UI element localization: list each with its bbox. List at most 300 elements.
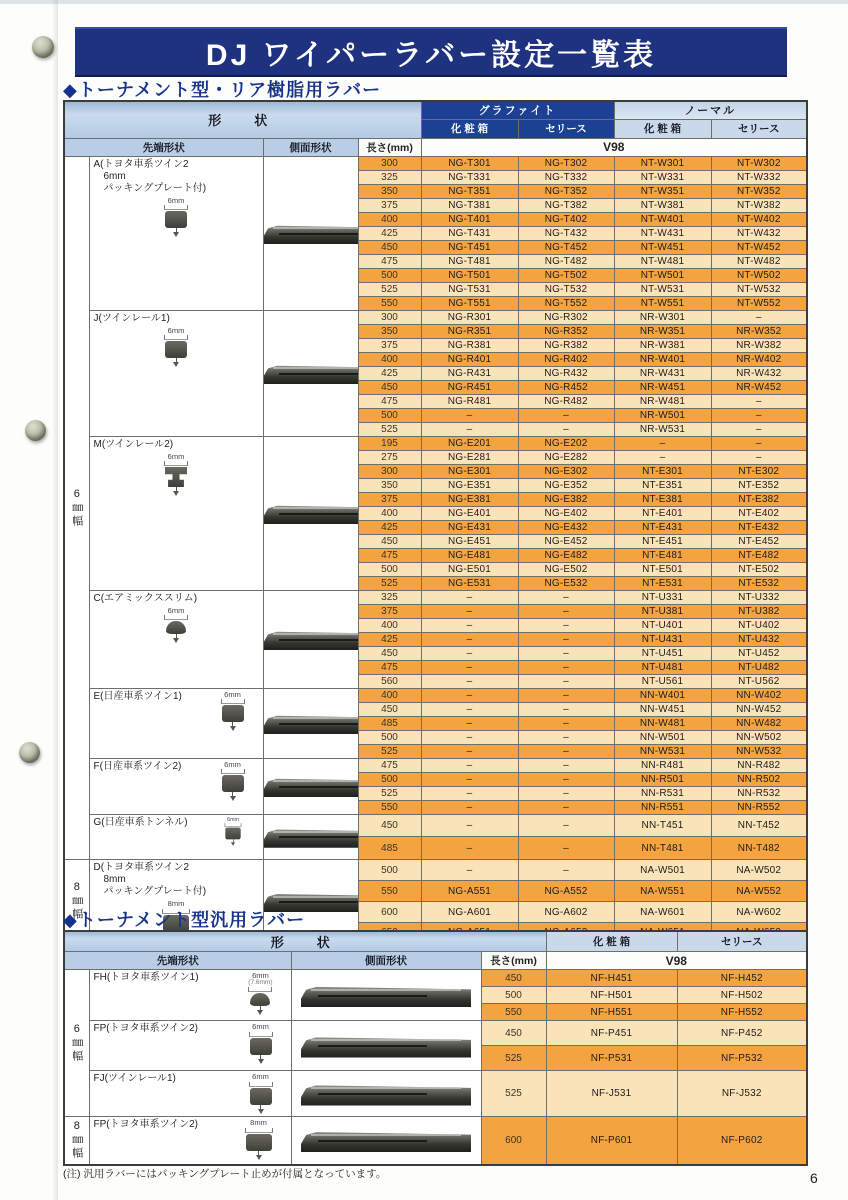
part-number-cell: NG-T451 bbox=[421, 240, 518, 254]
part-number-cell: NG-T381 bbox=[421, 198, 518, 212]
length-cell: 350 bbox=[358, 324, 421, 338]
part-number-cell: NA-W502 bbox=[711, 860, 807, 881]
part-number-cell: NG-E281 bbox=[421, 450, 518, 464]
part-number-cell: – bbox=[518, 786, 614, 800]
binder-hole-icon bbox=[25, 420, 46, 441]
header-side-shape: 側面形状 bbox=[291, 952, 481, 970]
down-arrow-icon bbox=[258, 1109, 264, 1114]
length-cell: 500 bbox=[358, 562, 421, 576]
length-cell: 500 bbox=[358, 408, 421, 422]
group-label: FJ(ツインレール1) bbox=[93, 1073, 176, 1084]
rubber-profile-icon bbox=[165, 467, 187, 487]
part-number-cell: NN-T481 bbox=[614, 837, 711, 860]
rubber-profile-icon bbox=[250, 993, 270, 1006]
side-profile-photo bbox=[264, 628, 359, 650]
length-cell: 450 bbox=[358, 534, 421, 548]
length-cell: 550 bbox=[358, 800, 421, 814]
part-number-cell: NG-R451 bbox=[421, 380, 518, 394]
length-cell: 375 bbox=[358, 198, 421, 212]
part-number-cell: – bbox=[711, 436, 807, 450]
part-number-cell: NG-T302 bbox=[518, 156, 614, 170]
side-profile-photo bbox=[264, 775, 359, 797]
side-shape-cell bbox=[263, 156, 358, 310]
part-number-cell: – bbox=[518, 800, 614, 814]
side-shape-cell bbox=[263, 688, 358, 758]
part-number-cell: NT-W502 bbox=[711, 268, 807, 282]
length-cell: 450 bbox=[358, 814, 421, 837]
side-shape-cell bbox=[263, 436, 358, 590]
length-cell: 550 bbox=[358, 881, 421, 902]
part-number-cell: – bbox=[421, 860, 518, 881]
part-number-cell: – bbox=[518, 814, 614, 837]
part-number-cell: NT-E302 bbox=[711, 464, 807, 478]
part-number-cell: NG-E401 bbox=[421, 506, 518, 520]
part-number-cell: – bbox=[518, 660, 614, 674]
part-number-cell: – bbox=[421, 618, 518, 632]
part-number-cell: NN-W501 bbox=[614, 730, 711, 744]
side-shape-cell bbox=[263, 814, 358, 860]
title-banner bbox=[75, 27, 787, 77]
part-number-cell: – bbox=[518, 772, 614, 786]
part-number-cell: NG-T502 bbox=[518, 268, 614, 282]
length-cell: 450 bbox=[358, 646, 421, 660]
table-row bbox=[64, 970, 807, 987]
header-normal-box: 化 粧 箱 bbox=[614, 119, 711, 138]
part-number-cell: NG-T452 bbox=[518, 240, 614, 254]
part-number-cell: NG-R482 bbox=[518, 394, 614, 408]
size-label: 6mm bbox=[167, 605, 185, 615]
part-number-cell: NT-E502 bbox=[711, 562, 807, 576]
group-label: E(日産車系ツイン1) bbox=[93, 690, 182, 702]
part-number-cell: NR-W301 bbox=[614, 310, 711, 324]
width-band-label: 8㎜幅 bbox=[70, 881, 83, 922]
part-number-cell: NT-E381 bbox=[614, 492, 711, 506]
part-number-cell: – bbox=[421, 422, 518, 436]
length-cell: 300 bbox=[358, 310, 421, 324]
side-shape-cell bbox=[263, 590, 358, 688]
header-tip-shape: 先端形状 bbox=[64, 952, 291, 970]
part-number-cell: NG-E481 bbox=[421, 548, 518, 562]
length-cell: 195 bbox=[358, 436, 421, 450]
measure-bracket-icon bbox=[221, 769, 245, 774]
header-v98: V98 bbox=[421, 138, 807, 156]
length-cell: 400 bbox=[358, 688, 421, 702]
part-number-cell: NT-U432 bbox=[711, 632, 807, 646]
tip-shape-icon bbox=[224, 817, 241, 845]
length-cell: 525 bbox=[358, 282, 421, 296]
size-label: 6mm bbox=[226, 815, 239, 823]
part-number-cell: NT-W501 bbox=[614, 268, 711, 282]
width-band-label: 6㎜幅 bbox=[70, 1023, 83, 1063]
part-number-cell: NT-U561 bbox=[614, 674, 711, 688]
size-label: 6mm bbox=[252, 1022, 269, 1031]
part-number-cell: NG-E202 bbox=[518, 436, 614, 450]
part-number-cell: NT-W352 bbox=[711, 184, 807, 198]
side-profile-photo bbox=[264, 362, 359, 384]
tip-shape-cell bbox=[89, 310, 263, 436]
part-number-cell: NF-P601 bbox=[546, 1117, 677, 1165]
length-cell: 500 bbox=[358, 860, 421, 881]
side-profile-photo bbox=[301, 983, 471, 1007]
tip-shape-cell bbox=[89, 1021, 291, 1071]
part-number-cell: NG-R481 bbox=[421, 394, 518, 408]
measure-bracket-icon bbox=[221, 699, 245, 704]
size-label: 6mm bbox=[167, 325, 185, 335]
part-number-cell: NT-W451 bbox=[614, 240, 711, 254]
part-number-cell: NN-W531 bbox=[614, 744, 711, 758]
part-number-cell: – bbox=[614, 436, 711, 450]
header-graphite-series: セリース bbox=[518, 119, 614, 138]
part-number-cell: NF-H451 bbox=[546, 970, 677, 987]
part-number-cell: NT-U402 bbox=[711, 618, 807, 632]
part-number-cell: NT-U381 bbox=[614, 604, 711, 618]
length-cell: 485 bbox=[358, 837, 421, 860]
length-cell: 525 bbox=[358, 422, 421, 436]
part-number-cell: NG-R302 bbox=[518, 310, 614, 324]
length-cell: 375 bbox=[358, 338, 421, 352]
part-number-cell: – bbox=[421, 786, 518, 800]
length-cell: 350 bbox=[358, 478, 421, 492]
length-cell: 450 bbox=[358, 240, 421, 254]
side-shape-cell bbox=[263, 310, 358, 436]
measure-bracket-icon bbox=[248, 987, 272, 992]
part-number-cell: NT-U452 bbox=[711, 646, 807, 660]
part-number-cell: – bbox=[518, 422, 614, 436]
part-number-cell: NG-T401 bbox=[421, 212, 518, 226]
tip-shape-cell bbox=[89, 970, 291, 1021]
side-profile-photo bbox=[301, 1082, 471, 1106]
part-number-cell: NN-R532 bbox=[711, 786, 807, 800]
part-number-cell: – bbox=[421, 730, 518, 744]
part-number-cell: NG-E402 bbox=[518, 506, 614, 520]
rubber-profile-icon bbox=[225, 827, 240, 839]
part-number-cell: – bbox=[421, 744, 518, 758]
length-cell: 525 bbox=[481, 1046, 546, 1071]
part-number-cell: – bbox=[421, 758, 518, 772]
header-series: セリース bbox=[677, 931, 807, 952]
measure-bracket-icon bbox=[249, 1032, 273, 1037]
part-number-cell: NA-W601 bbox=[614, 902, 711, 923]
part-number-cell: – bbox=[518, 632, 614, 646]
down-arrow-icon bbox=[230, 796, 236, 801]
part-number-cell: NT-U481 bbox=[614, 660, 711, 674]
section-title-general: ◆トーナメント型汎用ラバー bbox=[63, 910, 306, 930]
part-number-cell: NG-R382 bbox=[518, 338, 614, 352]
size-label: 6mm bbox=[167, 451, 185, 461]
tip-shape-cell bbox=[89, 436, 263, 590]
length-cell: 400 bbox=[358, 212, 421, 226]
side-profile-photo bbox=[301, 1128, 471, 1152]
part-number-cell: NG-E301 bbox=[421, 464, 518, 478]
part-number-cell: – bbox=[518, 702, 614, 716]
scan-edge bbox=[0, 0, 848, 4]
measure-bracket-icon bbox=[164, 615, 188, 620]
header-normal: ノーマル bbox=[614, 101, 807, 119]
part-number-cell: NT-W481 bbox=[614, 254, 711, 268]
part-number-cell: – bbox=[421, 660, 518, 674]
length-cell: 450 bbox=[358, 702, 421, 716]
part-number-cell: NG-T431 bbox=[421, 226, 518, 240]
length-cell: 450 bbox=[481, 970, 546, 987]
table-row bbox=[64, 688, 807, 702]
part-number-cell: NN-W481 bbox=[614, 716, 711, 730]
length-cell: 500 bbox=[358, 730, 421, 744]
part-number-cell: NG-E482 bbox=[518, 548, 614, 562]
part-number-cell: NG-T331 bbox=[421, 170, 518, 184]
part-number-cell: NT-W331 bbox=[614, 170, 711, 184]
side-shape-cell bbox=[291, 1071, 481, 1117]
part-number-cell: NT-U451 bbox=[614, 646, 711, 660]
part-number-cell: NG-T482 bbox=[518, 254, 614, 268]
length-cell: 350 bbox=[358, 184, 421, 198]
part-number-cell: NN-W482 bbox=[711, 716, 807, 730]
part-number-cell: NF-P602 bbox=[677, 1117, 807, 1165]
part-number-cell: NT-U401 bbox=[614, 618, 711, 632]
length-cell: 550 bbox=[481, 1004, 546, 1021]
part-number-cell: NG-T301 bbox=[421, 156, 518, 170]
part-number-cell: NG-T402 bbox=[518, 212, 614, 226]
length-cell: 300 bbox=[358, 156, 421, 170]
down-arrow-icon bbox=[173, 362, 179, 367]
part-number-cell: – bbox=[518, 730, 614, 744]
tip-shape-cell bbox=[89, 156, 263, 310]
part-number-cell: NR-W452 bbox=[711, 380, 807, 394]
part-number-cell: – bbox=[518, 860, 614, 881]
part-number-cell: NG-E531 bbox=[421, 576, 518, 590]
part-number-cell: NG-T551 bbox=[421, 296, 518, 310]
size-label: 8mm bbox=[250, 1118, 267, 1127]
measure-bracket-icon bbox=[224, 822, 241, 826]
part-number-cell: – bbox=[421, 688, 518, 702]
part-number-cell: – bbox=[518, 590, 614, 604]
part-number-cell: NN-T452 bbox=[711, 814, 807, 837]
length-cell: 400 bbox=[358, 618, 421, 632]
part-number-cell: NT-E432 bbox=[711, 520, 807, 534]
rubber-profile-icon bbox=[166, 621, 186, 634]
binder-hole-icon bbox=[32, 36, 54, 58]
tip-shape-cell bbox=[89, 758, 263, 814]
group-label: F(日産車系ツイン2) bbox=[93, 760, 182, 772]
down-arrow-icon bbox=[230, 841, 234, 845]
part-number-cell: NT-W351 bbox=[614, 184, 711, 198]
part-number-cell: NT-W402 bbox=[711, 212, 807, 226]
part-number-cell: NR-W401 bbox=[614, 352, 711, 366]
part-number-cell: NN-R551 bbox=[614, 800, 711, 814]
part-number-cell: NT-W401 bbox=[614, 212, 711, 226]
tip-shape-cell bbox=[89, 590, 263, 688]
side-profile-photo bbox=[301, 1034, 471, 1058]
part-number-cell: NG-E382 bbox=[518, 492, 614, 506]
page-number: 6 bbox=[810, 1170, 818, 1186]
general-rubber-table bbox=[63, 930, 808, 1166]
part-number-cell: NG-E502 bbox=[518, 562, 614, 576]
length-cell: 525 bbox=[358, 786, 421, 800]
table-row bbox=[64, 310, 807, 324]
part-number-cell: NF-H551 bbox=[546, 1004, 677, 1021]
header-tip-shape: 先端形状 bbox=[64, 138, 263, 156]
part-number-cell: NT-W381 bbox=[614, 198, 711, 212]
header-v98: V98 bbox=[546, 952, 807, 970]
table-row bbox=[64, 814, 807, 837]
part-number-cell: NR-W402 bbox=[711, 352, 807, 366]
part-number-cell: – bbox=[518, 716, 614, 730]
width-band-cell bbox=[64, 156, 89, 860]
measure-bracket-icon bbox=[164, 461, 188, 466]
part-number-cell: NG-R301 bbox=[421, 310, 518, 324]
length-cell: 325 bbox=[358, 590, 421, 604]
group-label: A(トヨタ車系ツイン2 6mm パッキングプレート付) bbox=[93, 158, 207, 194]
length-cell: 475 bbox=[358, 548, 421, 562]
part-number-cell: NG-T382 bbox=[518, 198, 614, 212]
rubber-profile-icon bbox=[165, 341, 187, 358]
tip-shape-cell bbox=[89, 1117, 291, 1165]
group-label: G(日産車系トンネル) bbox=[93, 816, 188, 828]
rubber-profile-icon bbox=[222, 775, 244, 792]
tip-shape-cell bbox=[89, 1071, 291, 1117]
part-number-cell: NG-T531 bbox=[421, 282, 518, 296]
width-band-label: 8㎜幅 bbox=[70, 1120, 83, 1161]
part-number-cell: NG-E532 bbox=[518, 576, 614, 590]
length-cell: 475 bbox=[358, 660, 421, 674]
part-number-cell: – bbox=[421, 590, 518, 604]
part-number-cell: NT-W551 bbox=[614, 296, 711, 310]
part-number-cell: NT-U431 bbox=[614, 632, 711, 646]
part-number-cell: NG-A602 bbox=[518, 902, 614, 923]
length-cell: 425 bbox=[358, 366, 421, 380]
length-cell: 450 bbox=[481, 1021, 546, 1046]
part-number-cell: NT-E501 bbox=[614, 562, 711, 576]
length-cell: 600 bbox=[481, 1117, 546, 1165]
part-number-cell: NG-R381 bbox=[421, 338, 518, 352]
part-number-cell: NN-W502 bbox=[711, 730, 807, 744]
part-number-cell: NN-R501 bbox=[614, 772, 711, 786]
part-number-cell: NT-U482 bbox=[711, 660, 807, 674]
part-number-cell: NR-W531 bbox=[614, 422, 711, 436]
part-number-cell: NR-W481 bbox=[614, 394, 711, 408]
length-cell: 275 bbox=[358, 450, 421, 464]
part-number-cell: NR-W431 bbox=[614, 366, 711, 380]
page-fold-shadow bbox=[52, 0, 58, 1200]
part-number-cell: NG-T332 bbox=[518, 170, 614, 184]
part-number-cell: NT-W482 bbox=[711, 254, 807, 268]
part-number-cell: NG-T532 bbox=[518, 282, 614, 296]
size-label: 6mm (7.6mm) bbox=[248, 971, 273, 986]
tip-shape-cell bbox=[89, 814, 263, 860]
part-number-cell: – bbox=[711, 408, 807, 422]
tip-shape-icon bbox=[164, 327, 188, 368]
part-number-cell: NG-A601 bbox=[421, 902, 518, 923]
part-number-cell: NT-U382 bbox=[711, 604, 807, 618]
header-side-shape: 側面形状 bbox=[263, 138, 358, 156]
group-label: FP(トヨタ車系ツイン2) bbox=[93, 1119, 198, 1130]
part-number-cell: – bbox=[421, 408, 518, 422]
part-number-cell: NA-W501 bbox=[614, 860, 711, 881]
width-band-cell bbox=[64, 1117, 89, 1165]
length-cell: 525 bbox=[358, 744, 421, 758]
part-number-cell: – bbox=[711, 394, 807, 408]
tip-shape-icon bbox=[164, 607, 188, 644]
part-number-cell: NG-R431 bbox=[421, 366, 518, 380]
length-cell: 550 bbox=[358, 296, 421, 310]
tip-shape-cell bbox=[89, 688, 263, 758]
size-label: 6mm bbox=[224, 689, 241, 699]
part-number-cell: NN-R502 bbox=[711, 772, 807, 786]
part-number-cell: NF-P531 bbox=[546, 1046, 677, 1071]
down-arrow-icon bbox=[230, 726, 236, 731]
measure-bracket-icon bbox=[164, 205, 188, 210]
header-shape: 形 状 bbox=[64, 931, 546, 952]
rubber-profile-icon bbox=[250, 1088, 272, 1105]
part-number-cell: NF-H501 bbox=[546, 987, 677, 1004]
group-label: J(ツインレール1) bbox=[93, 312, 170, 324]
part-number-cell: NN-T482 bbox=[711, 837, 807, 860]
part-number-cell: NF-P452 bbox=[677, 1021, 807, 1046]
part-number-cell: NN-R481 bbox=[614, 758, 711, 772]
group-label: C(エアミックススリム) bbox=[93, 592, 198, 604]
part-number-cell: NG-E452 bbox=[518, 534, 614, 548]
down-arrow-icon bbox=[173, 491, 179, 496]
part-number-cell: NG-E302 bbox=[518, 464, 614, 478]
part-number-cell: NG-T352 bbox=[518, 184, 614, 198]
length-cell: 400 bbox=[358, 506, 421, 520]
side-shape-cell bbox=[263, 758, 358, 814]
length-cell: 450 bbox=[358, 380, 421, 394]
part-number-cell: NT-E382 bbox=[711, 492, 807, 506]
part-number-cell: NF-P532 bbox=[677, 1046, 807, 1071]
measure-bracket-icon bbox=[245, 1128, 273, 1133]
part-number-cell: NG-E451 bbox=[421, 534, 518, 548]
part-number-cell: – bbox=[518, 646, 614, 660]
length-cell: 485 bbox=[358, 716, 421, 730]
part-number-cell: NR-W381 bbox=[614, 338, 711, 352]
part-number-cell: NN-R531 bbox=[614, 786, 711, 800]
part-number-cell: NN-W451 bbox=[614, 702, 711, 716]
part-number-cell: NT-W532 bbox=[711, 282, 807, 296]
rubber-profile-icon bbox=[165, 211, 187, 228]
length-cell: 525 bbox=[481, 1071, 546, 1117]
part-number-cell: NT-U562 bbox=[711, 674, 807, 688]
part-number-cell: NG-E432 bbox=[518, 520, 614, 534]
part-number-cell: NT-E532 bbox=[711, 576, 807, 590]
side-shape-cell bbox=[291, 1021, 481, 1071]
part-number-cell: NR-W382 bbox=[711, 338, 807, 352]
part-number-cell: – bbox=[421, 632, 518, 646]
part-number-cell: NG-A551 bbox=[421, 881, 518, 902]
group-label: FH(トヨタ車系ツイン1) bbox=[93, 972, 199, 983]
tip-shape-icon bbox=[249, 1023, 273, 1064]
part-number-cell: NG-E352 bbox=[518, 478, 614, 492]
part-number-cell: NT-W332 bbox=[711, 170, 807, 184]
part-number-cell: – bbox=[421, 604, 518, 618]
part-number-cell: – bbox=[711, 422, 807, 436]
part-number-cell: – bbox=[421, 702, 518, 716]
part-number-cell: NN-R482 bbox=[711, 758, 807, 772]
tip-shape-icon bbox=[245, 1119, 273, 1160]
length-cell: 375 bbox=[358, 604, 421, 618]
group-label: M(ツインレール2) bbox=[93, 438, 174, 450]
table-row bbox=[64, 860, 807, 881]
rear-resin-rubber-table bbox=[63, 100, 808, 945]
rubber-profile-icon bbox=[246, 1134, 272, 1151]
length-cell: 500 bbox=[358, 268, 421, 282]
part-number-cell: NG-T501 bbox=[421, 268, 518, 282]
part-number-cell: NT-W452 bbox=[711, 240, 807, 254]
part-number-cell: NF-H552 bbox=[677, 1004, 807, 1021]
length-cell: 425 bbox=[358, 632, 421, 646]
header-graphite-box: 化 粧 箱 bbox=[421, 119, 518, 138]
length-cell: 475 bbox=[358, 254, 421, 268]
length-cell: 500 bbox=[481, 987, 546, 1004]
